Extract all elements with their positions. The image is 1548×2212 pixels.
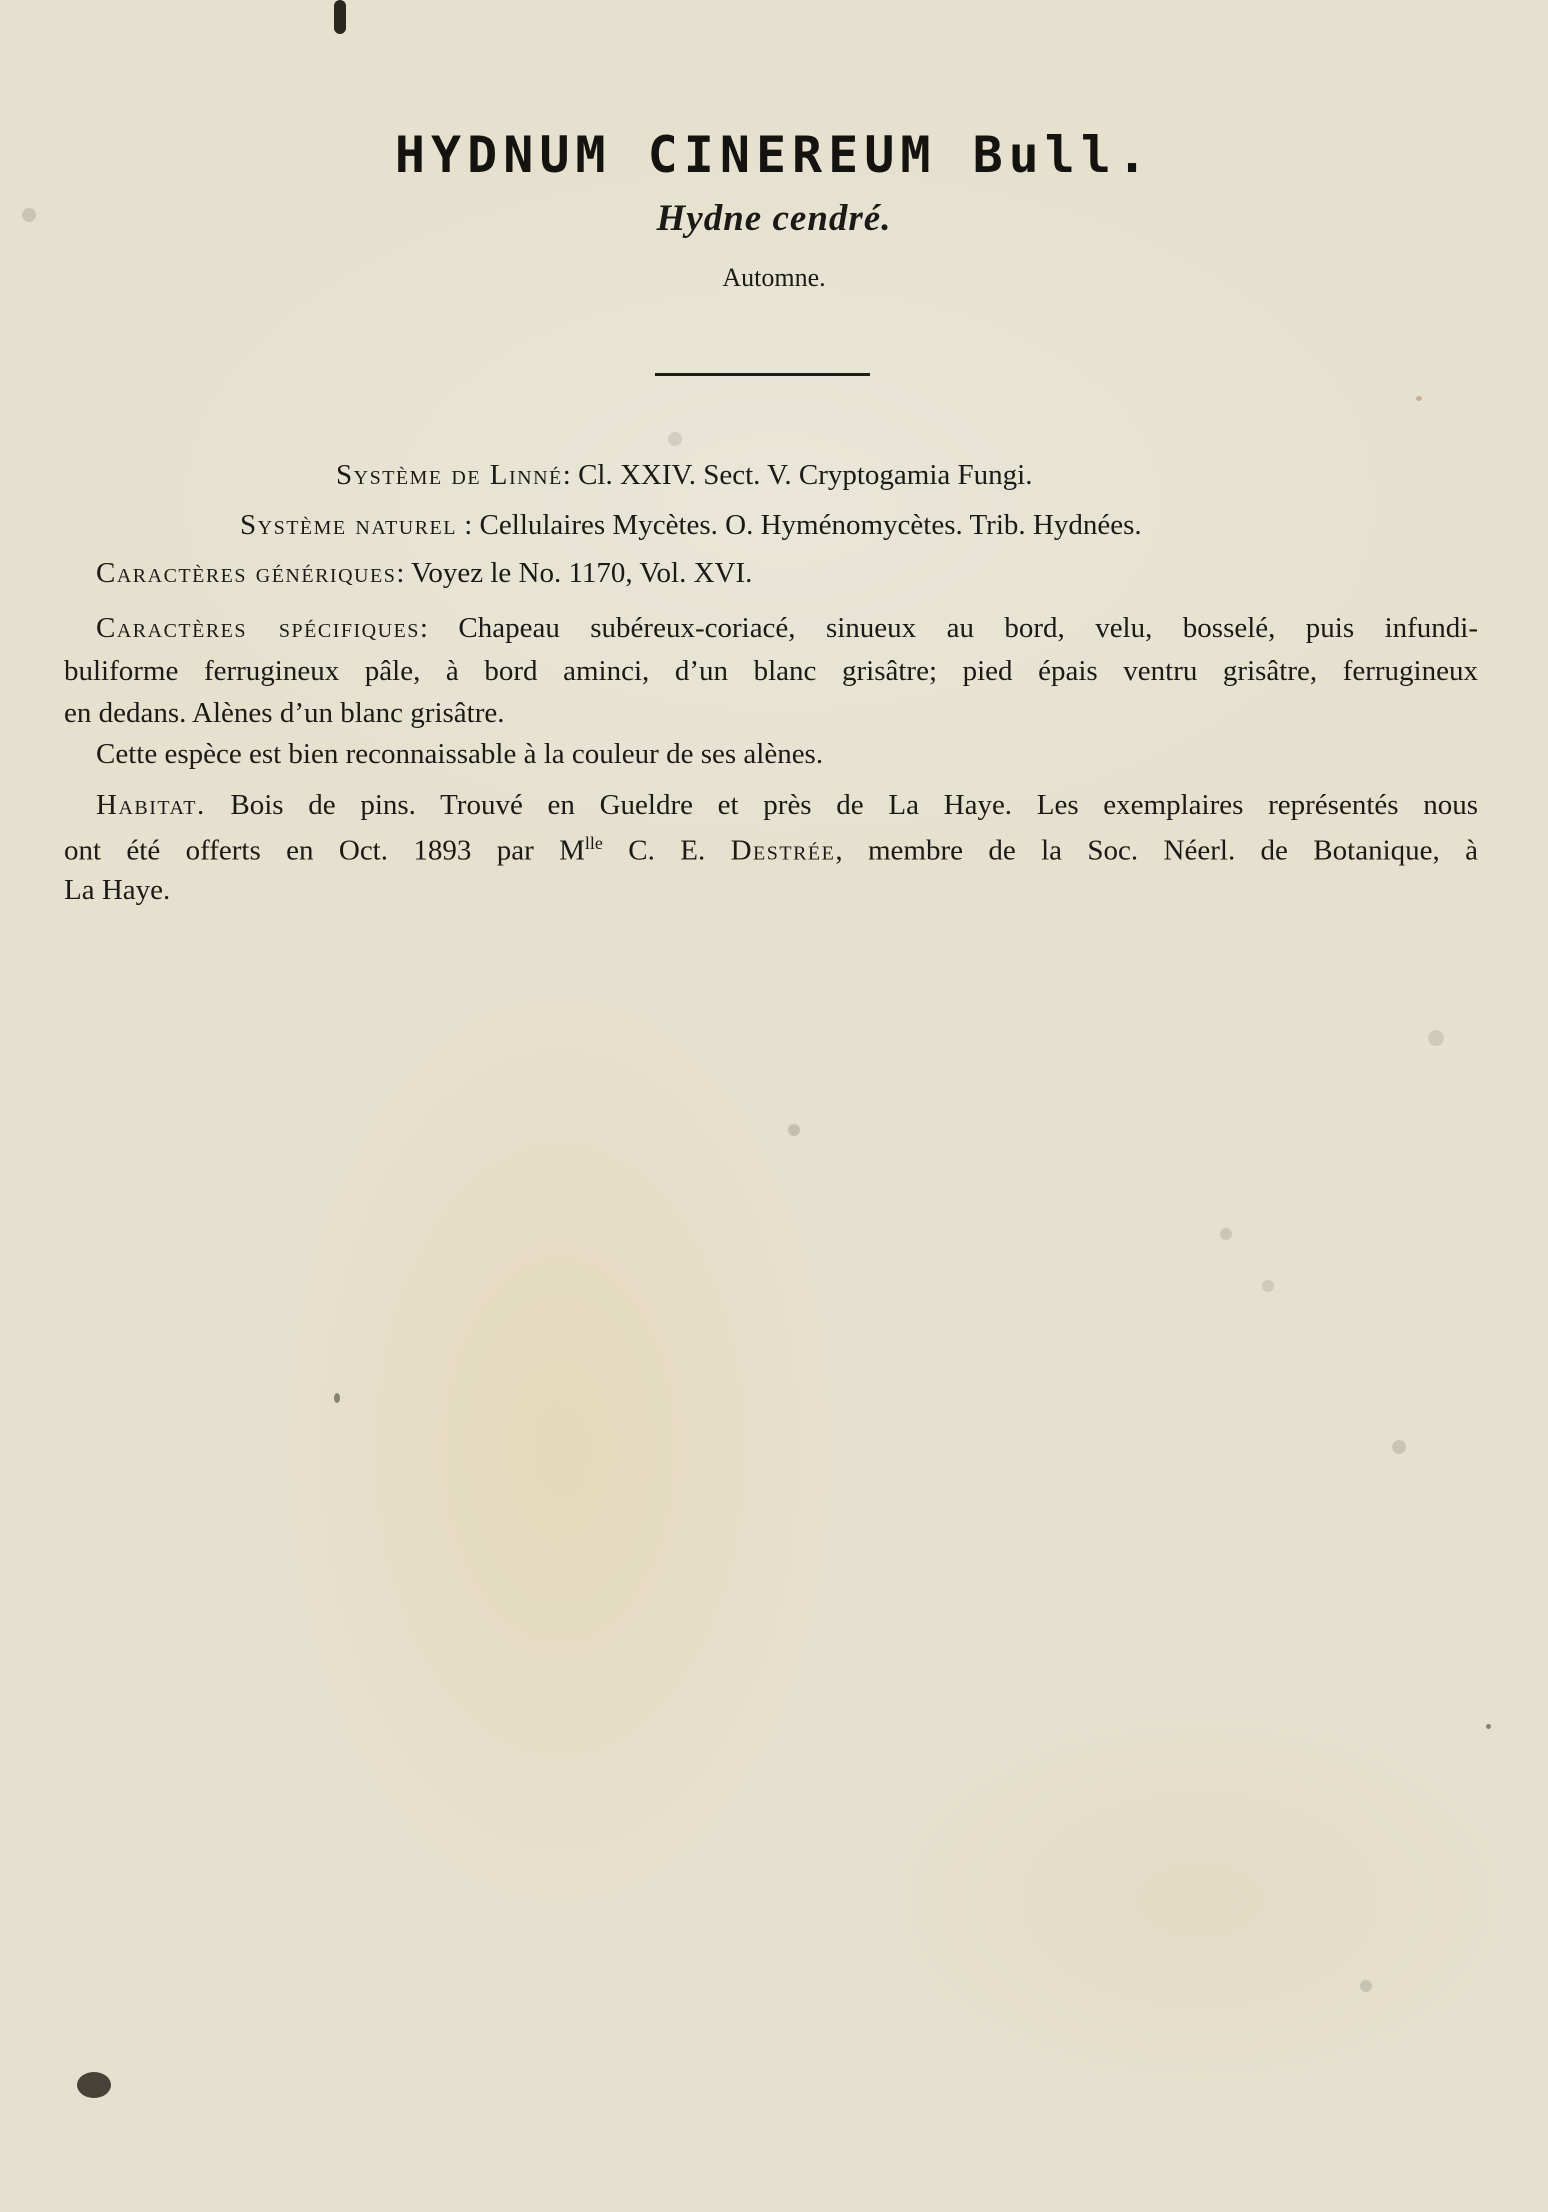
systeme-linne-label: Système de Linné bbox=[336, 459, 563, 491]
remarque-line: Cette espèce est bien reconnaissable à la couleur de ses alènes. bbox=[96, 738, 824, 770]
caracteres-specifiques-text-1: Chapeau subéreux-coriacé, sinueux au bord, velu, bosselé, puis infundi- bbox=[458, 612, 1478, 644]
season: Automne. bbox=[722, 263, 826, 292]
caracteres-generiques-text: Voyez le No. 1170, Vol. XVI. bbox=[411, 557, 753, 589]
caracteres-specifiques-sep: : bbox=[419, 612, 428, 644]
ink-speck bbox=[788, 1124, 800, 1136]
caracteres-generiques-line bbox=[96, 557, 752, 590]
systeme-naturel-text: Cellulaires Mycètes. O. Hyménomycètes. Trib. Hydnées. bbox=[479, 509, 1142, 541]
ink-speck bbox=[1392, 1440, 1406, 1454]
ink-speck bbox=[1360, 1980, 1372, 1992]
systeme-naturel-line bbox=[240, 509, 1142, 542]
caracteres-specifiques-line1 bbox=[96, 612, 1478, 645]
habitat-text-2a: ont été offerts en Oct. 1893 par M bbox=[64, 834, 585, 867]
ink-speck bbox=[668, 432, 682, 446]
common-name: Hydne cendré. bbox=[656, 198, 892, 239]
systeme-linne-sep: : bbox=[562, 459, 571, 491]
ink-speck bbox=[1220, 1228, 1232, 1240]
habitat-line2 bbox=[64, 833, 1478, 868]
ink-speck bbox=[334, 0, 346, 34]
habitat-label: Habitat. bbox=[96, 789, 206, 821]
caracteres-generiques-label: Caractères génériques bbox=[96, 557, 397, 589]
systeme-linne-text: Cl. XXIV. Sect. V. Cryptogamia Fungi. bbox=[578, 459, 1033, 491]
habitat-text-2c: , membre de la Soc. Néerl. de Botanique, à bbox=[835, 834, 1478, 867]
systeme-linne-line bbox=[336, 459, 1032, 492]
habitat-donor-name: Destrée bbox=[730, 834, 836, 867]
ink-speck bbox=[334, 1393, 340, 1403]
ink-speck bbox=[1262, 1280, 1274, 1292]
caracteres-specifiques-label: Caractères spécifiques bbox=[96, 612, 420, 644]
caracteres-specifiques-line2: buliforme ferrugineux pâle, à bord aminci, d’un blanc grisâtre; pied épais ventru grisâtre, ferrugineux bbox=[64, 655, 1478, 687]
habitat-text-2b: C. E. bbox=[602, 834, 731, 867]
systeme-naturel-label: Système naturel bbox=[240, 509, 457, 541]
ink-speck bbox=[77, 2072, 111, 2098]
caracteres-generiques-sep: : bbox=[396, 557, 405, 589]
caracteres-specifiques-line3: en dedans. Alènes d’un blanc grisâtre. bbox=[64, 697, 505, 729]
species-title: HYDNUM CINEREUM Bull. bbox=[394, 126, 1154, 184]
habitat-sup: lle bbox=[584, 833, 603, 853]
ink-speck bbox=[1428, 1030, 1444, 1046]
habitat-line3: La Haye. bbox=[64, 874, 171, 906]
ink-speck bbox=[1416, 396, 1422, 401]
divider-rule bbox=[655, 373, 870, 376]
systeme-naturel-sep: : bbox=[456, 509, 473, 541]
ink-speck bbox=[1486, 1724, 1491, 1729]
habitat-line1 bbox=[96, 789, 1478, 822]
habitat-text-1: Bois de pins. Trouvé en Gueldre et près de La Haye. Les exemplaires représentés nous bbox=[230, 789, 1479, 821]
